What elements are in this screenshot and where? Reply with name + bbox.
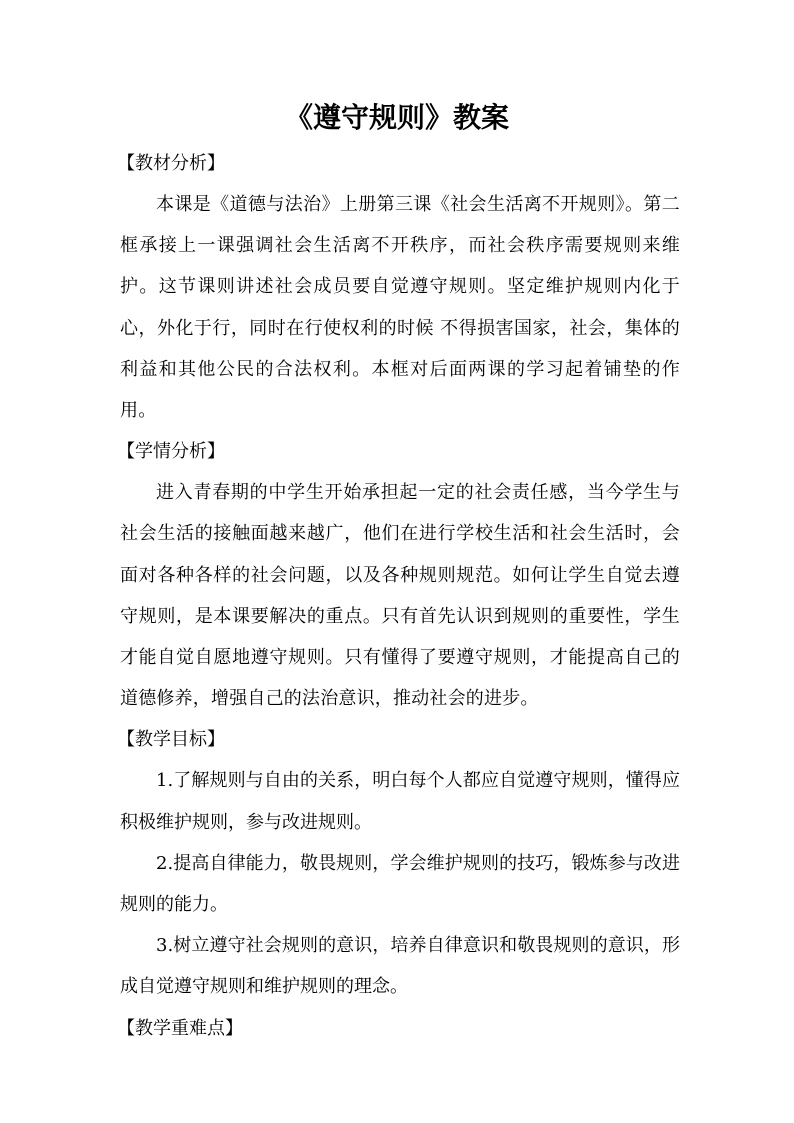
document-body [117, 143, 680, 1049]
section-heading-textbook-analysis: 【教材分析】 [117, 153, 225, 174]
objective-item-2: 2.提高自律能力，敬畏规则，学会维护规则的技巧，锻炼参与改进规则的能力。 [120, 852, 680, 916]
document-title: 《遵守规则》教案 [284, 101, 509, 134]
objective-item-1: 1.了解规则与自由的关系，明白每个人都应自觉遵守规则，懂得应积极维护规则，参与改进规则。 [120, 770, 680, 833]
paragraph-textbook-analysis: 本课是《道德与法治》上册第三课《社会生活离不开规则》。第二框承接上一课强调社会生活离不开秩序，而社会秩序需要规则来维护。这节课则讲述社会成员要自觉遵守规则。坚定维护规则内化于心，外化于行，同时在行使权利的时候 不得损害国家，社会，集体的利益和其他公民的合法权利。本框对后面两课的学习起着铺垫的作用。 [120, 194, 680, 422]
paragraph-student-analysis: 进入青春期的中学生开始承担起一定的社会责任感，当今学生与社会生活的接触面越来越广，他们在进行学校生活和社会生活时，会面对各种各样的社会问题，以及各种规则规范。如何让学生自觉去遵守规则，是本课要解决的重点。只有首先认识到规则的重要性，学生才能自觉自愿地遵守规则。只有懂得了要遵守规则，才能提高自己的道德修养，增强自己的法治意识，推动社会的进步。 [120, 482, 680, 710]
section-heading-teaching-objectives: 【教学目标】 [117, 729, 225, 751]
section-heading-student-analysis: 【学情分析】 [117, 441, 225, 463]
objective-item-3: 3.树立遵守社会规则的意识，培养自律意识和敬畏规则的意识，形成自觉遵守规则和维护规则的理念。 [120, 935, 680, 998]
section-heading-key-difficult-points: 【教学重难点】 [117, 1017, 243, 1039]
